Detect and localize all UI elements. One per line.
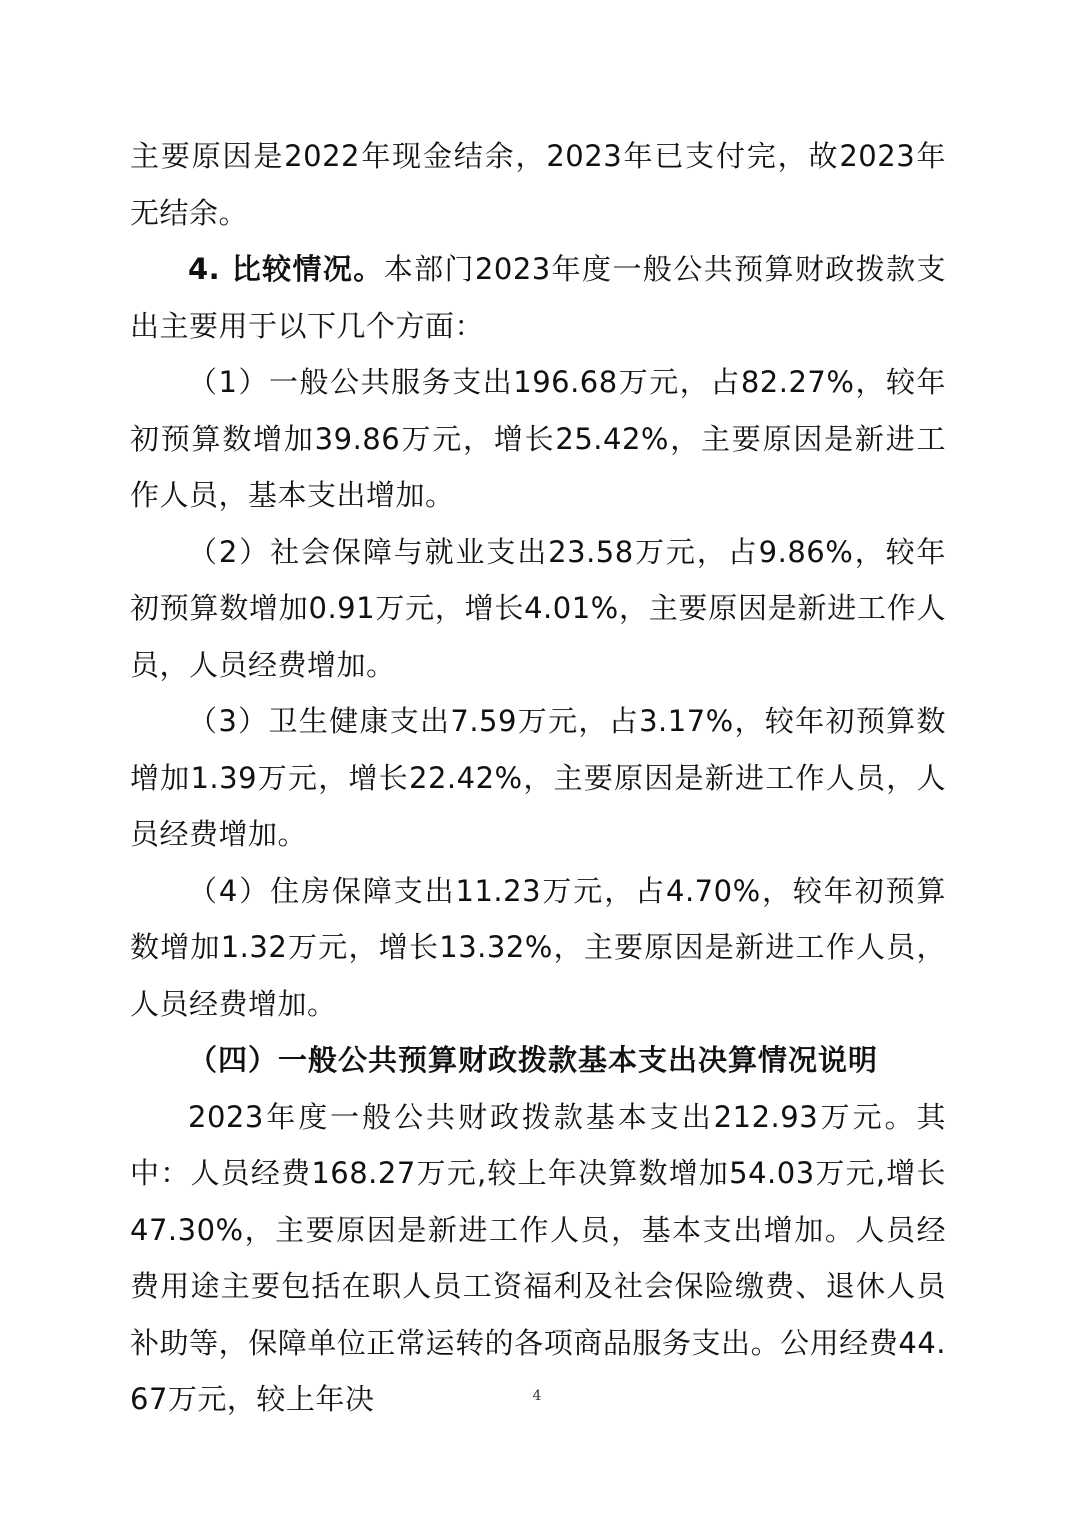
comparison-text: 本部门2023年度一般公共预算财政拨款支出主要用于以下几个方面： <box>130 252 946 343</box>
paragraph-continuation: 主要原因是2022年现金结余，2023年已支付完，故2023年无结余。 <box>130 139 946 230</box>
paragraph-comparison <box>130 241 946 354</box>
list-item: （4）住房保障支出11.23万元，占4.70%，较年初预算数增加1.32万元，增长13.32%，主要原因是新进工作人员，人员经费增加。 <box>130 873 946 1021</box>
comparison-label: 4. 比较情况。 <box>188 252 384 286</box>
document-body <box>130 128 946 1428</box>
list-item: （3）卫生健康支出7.59万元，占3.17%，较年初预算数增加1.39万元，增长22.42%，主要原因是新进工作人员，人员经费增加。 <box>130 704 946 851</box>
paragraph-basic-expenditure: 2023年度一般公共财政拨款基本支出212.93万元。其中：人员经费168.27万元,较上年决算数增加54.03万元,增长47.30%，主要原因是新进工作人员，基本支出增加。人员经费用途主要包括在职人员工资福利及社会保险缴费、退休人员补助等，保障单位正常运转的各项商品服务支出。公用经费44.67万元，较上年决 <box>130 1099 946 1416</box>
section-heading: （四）一般公共预算财政拨款基本支出决算情况说明 <box>188 1043 879 1077</box>
list-item: （2）社会保障与就业支出23.58万元，占9.86%，较年初预算数增加0.91万元，增长4.01%，主要原因是新进工作人员，人员经费增加。 <box>130 534 946 682</box>
list-item: （1）一般公共服务支出196.68万元，占82.27%，较年初预算数增加39.86万元，增长25.42%，主要原因是新进工作人员，基本支出增加。 <box>130 365 946 512</box>
page-number: 4 <box>532 1388 542 1404</box>
